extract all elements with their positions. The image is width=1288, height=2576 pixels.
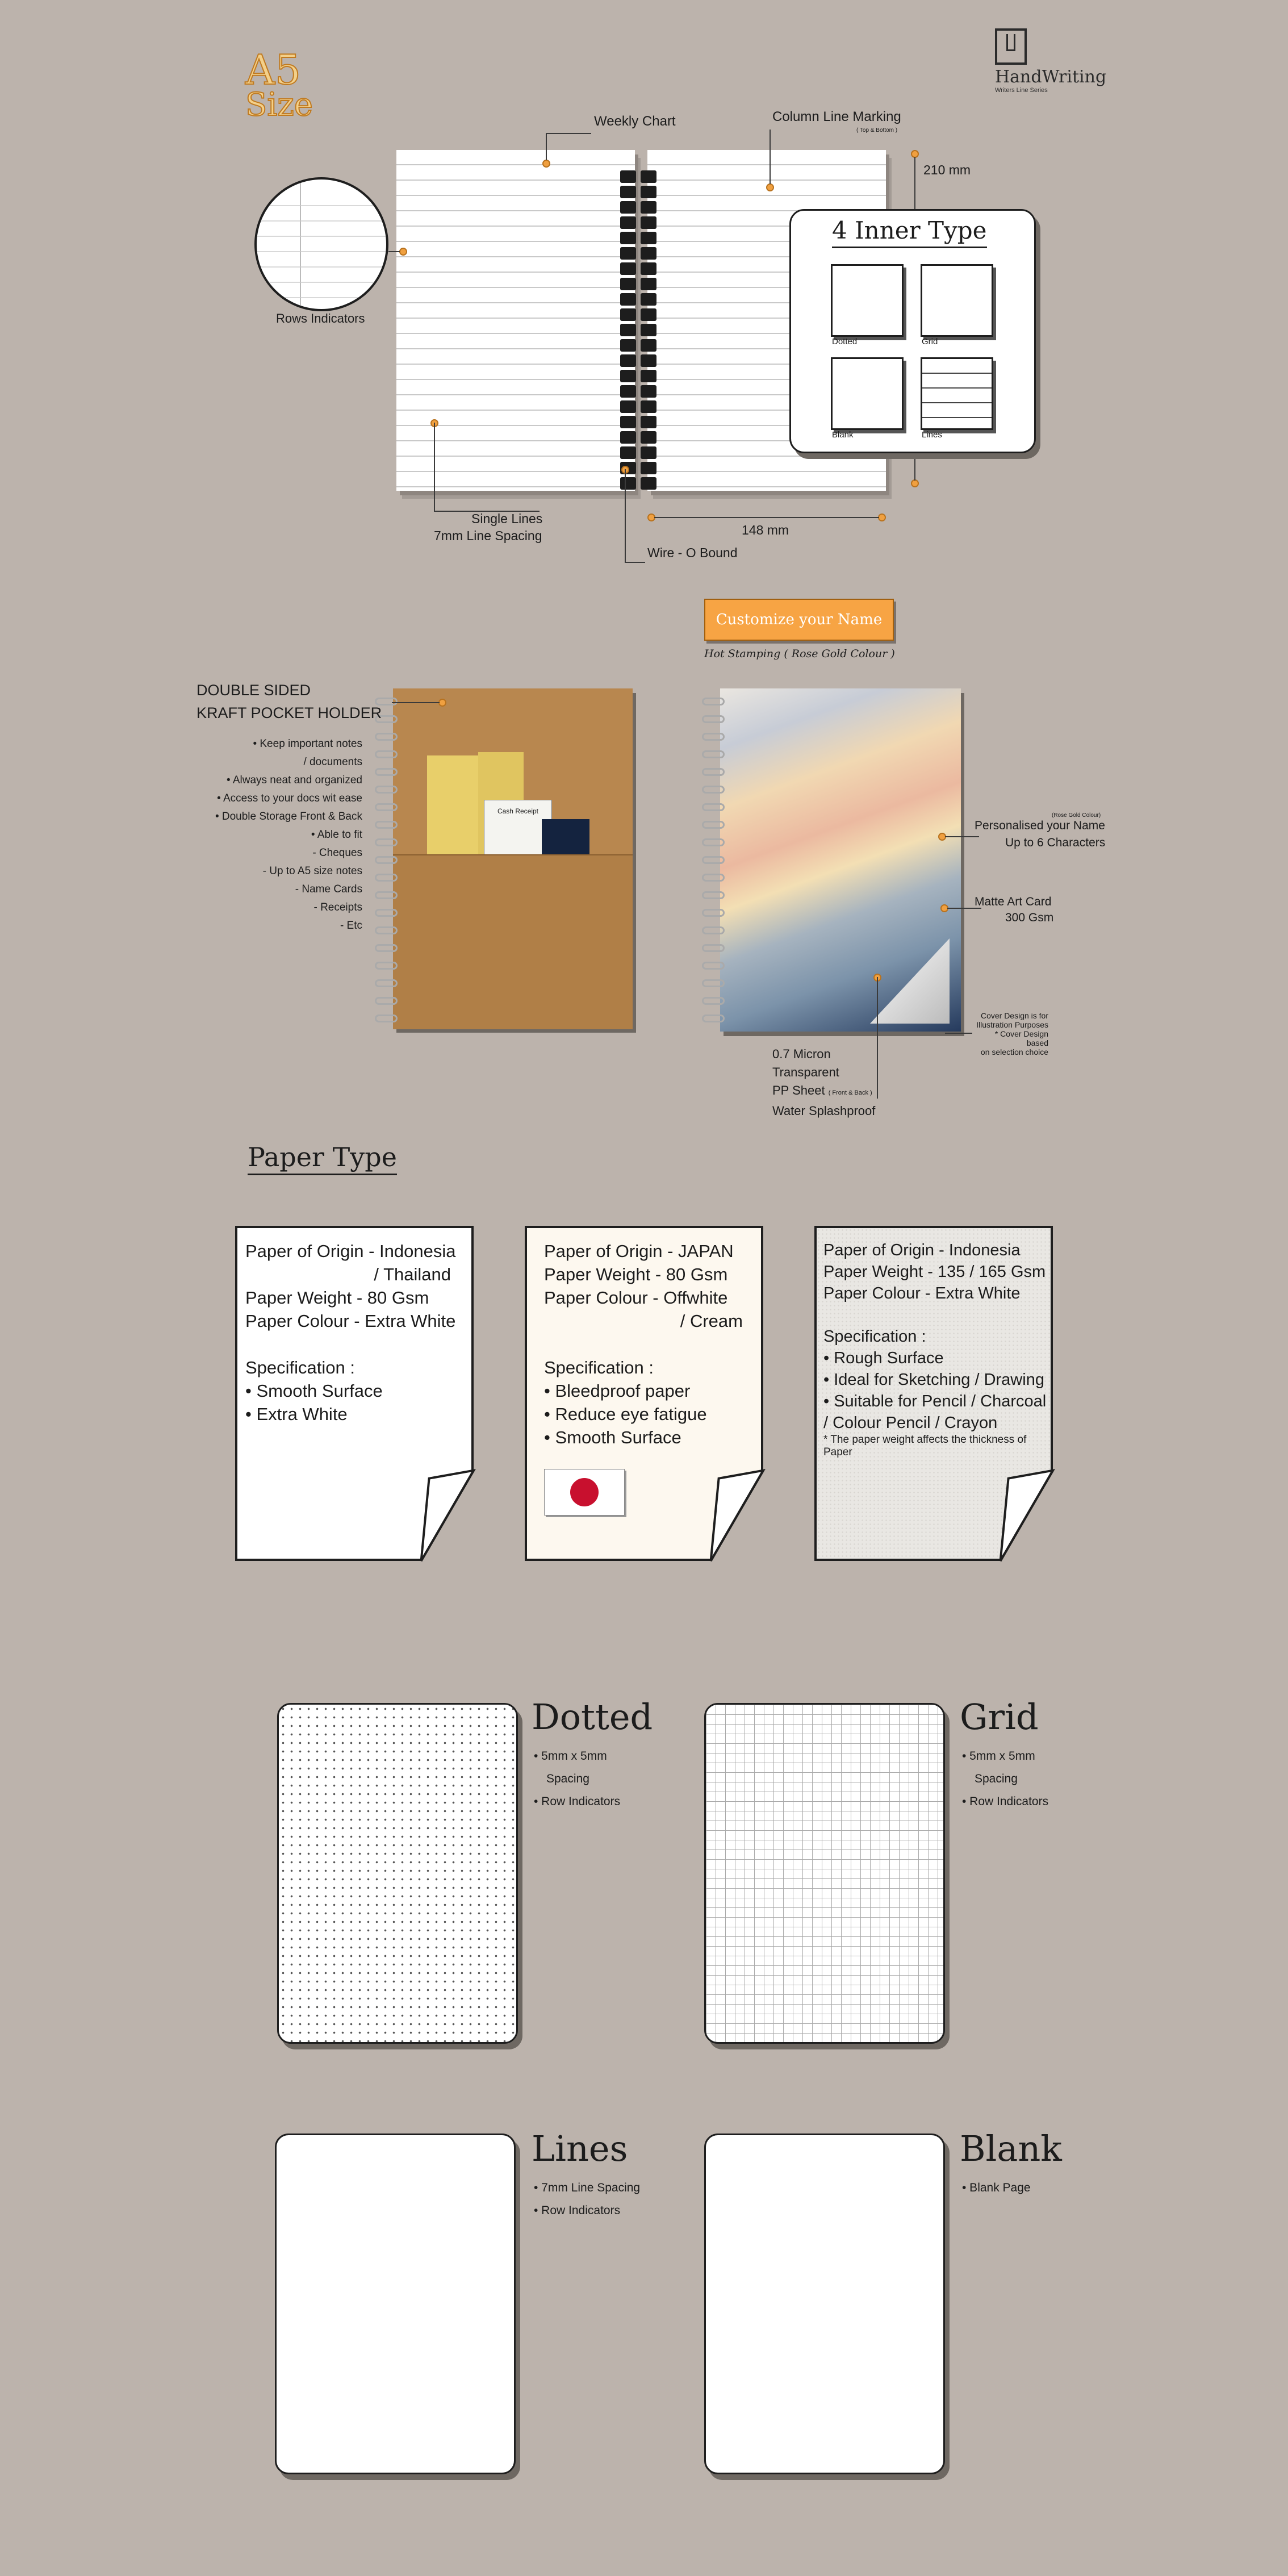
spiral-loop: [641, 201, 656, 214]
spiral-ring: [375, 1014, 398, 1022]
spiral-loop: [620, 446, 636, 459]
spiral-ring: [375, 891, 398, 899]
spiral-ring: [375, 768, 398, 776]
spiral-ring: [702, 750, 725, 758]
spiral-loop: [620, 385, 636, 398]
spiral-loop: [620, 232, 636, 244]
gsm-label: 300 Gsm: [1005, 911, 1054, 924]
spiral-loop: [620, 216, 636, 229]
inner-blank-thumb: [831, 357, 904, 430]
spiral-ring: [702, 698, 725, 705]
pocket-feature-item: - Name Cards: [295, 883, 362, 895]
spiral-loop: [620, 431, 636, 444]
spiral-loop: [641, 354, 656, 367]
pp-sheet-block: 0.7 Micron Transparent PP Sheet ( Front & Back ) Water Splashproof: [772, 1047, 876, 1118]
spiral-ring: [375, 997, 398, 1005]
paper-card-line: Paper of Origin - Indonesia: [245, 1241, 456, 1261]
layout-bullet: Spacing: [975, 1772, 1018, 1785]
notebook-left-page: [396, 150, 635, 491]
paper-card-line: [823, 1304, 1051, 1326]
spiral-loop: [641, 400, 656, 413]
paper-card-line: Paper of Origin - JAPAN: [544, 1241, 734, 1261]
paper-card-line: [245, 1333, 467, 1356]
spiral-ring: [375, 786, 398, 794]
paper-card-line: • Smooth Surface: [544, 1427, 681, 1447]
spiral-loop: [641, 339, 656, 352]
spiral-ring: [702, 786, 725, 794]
paper-card-line: Paper Colour - Extra White: [823, 1284, 1021, 1302]
spiral-loop: [641, 247, 656, 260]
layout-title-dotted: Dotted: [532, 1696, 653, 1738]
paper-card-line: • Extra White: [245, 1404, 348, 1424]
spiral-loop: [620, 262, 636, 275]
paper-card-line: • Ideal for Sketching / Drawing: [823, 1371, 1044, 1389]
paper-card-text: [823, 1239, 1051, 1459]
spiral-ring: [375, 733, 398, 741]
pocket-title-1: DOUBLE SIDED: [196, 682, 311, 699]
spiral-ring: [375, 979, 398, 987]
matte-label: Matte Art Card: [975, 895, 1052, 908]
spiral-loop: [641, 232, 656, 244]
paper-card-line: Specification :: [823, 1327, 926, 1346]
spiral-loop: [641, 186, 656, 198]
inner-grid-thumb: [921, 264, 993, 337]
spiral-loop: [641, 324, 656, 336]
layout-bullet: • Blank Page: [962, 2181, 1031, 2194]
cover-notebook: [720, 688, 961, 1032]
pocket-feature-item: • Keep important notes: [253, 738, 362, 750]
receipt-card: [427, 755, 484, 869]
spiral-loop: [620, 400, 636, 413]
spiral-ring: [702, 944, 725, 952]
pocket-feature-item: • Access to your docs wit ease: [217, 792, 362, 804]
weekly-chart-label: Weekly Chart: [594, 114, 676, 129]
grid-sample-page: [704, 1703, 945, 2044]
brand-logo: [995, 28, 1107, 94]
spiral-ring: [375, 926, 398, 934]
spiral-loop: [641, 278, 656, 290]
spiral-ring: [702, 979, 725, 987]
layout-bullet: • Row Indicators: [534, 2204, 621, 2217]
spiral-ring: [702, 856, 725, 864]
spiral-loop: [620, 370, 636, 382]
spiral-ring: [702, 838, 725, 846]
spiral-loop: [641, 308, 656, 321]
rows-magnifier: [254, 177, 388, 311]
inner-blank-label: Blank: [832, 430, 854, 440]
layout-bullet: • 7mm Line Spacing: [534, 2181, 641, 2194]
spiral-ring: [375, 803, 398, 811]
layout-bullet: • Row Indicators: [534, 1795, 621, 1808]
spiral-ring: [702, 962, 725, 970]
paper-card-line: / Cream: [680, 1311, 743, 1331]
paper-card-line: Paper Weight - 80 Gsm: [544, 1264, 728, 1284]
width-label: 148 mm: [742, 523, 789, 537]
spiral-loop: [641, 262, 656, 275]
spiral-loop: [641, 446, 656, 459]
paper-card-line: / Thailand: [374, 1264, 451, 1284]
layout-bullet: • 5mm x 5mm: [962, 1750, 1035, 1763]
spiral-ring: [702, 803, 725, 811]
spiral-loop: [641, 416, 656, 428]
pocket-feature-item: - Up to A5 size notes: [262, 865, 362, 877]
pocket-feature-item: • Always neat and organized: [226, 774, 362, 786]
single-lines-label: Single Lines: [471, 511, 543, 526]
paper-card-line: • Rough Surface: [823, 1349, 944, 1367]
paper-card-line: • Suitable for Pencil / Charcoal: [823, 1392, 1047, 1410]
spiral-loop: [641, 431, 656, 444]
spiral-loop: [620, 170, 636, 183]
spiral-loop: [620, 278, 636, 290]
column-line-sub: ( Top & Bottom ): [856, 127, 898, 133]
line-spacing-label: 7mm Line Spacing: [434, 528, 542, 543]
spiral-loop: [641, 216, 656, 229]
size-label: [245, 46, 313, 123]
paper-card-line: / Colour Pencil / Crayon: [823, 1414, 998, 1432]
spiral-ring: [702, 821, 725, 829]
spiral-ring: [702, 768, 725, 776]
spiral-loop: [641, 170, 656, 183]
inner-type-card: [789, 209, 1036, 453]
spiral-ring: [702, 891, 725, 899]
paper-card-line: Paper Weight - 135 / 165 Gsm: [823, 1263, 1046, 1281]
spiral-ring: [702, 926, 725, 934]
layout-bullet: • Row Indicators: [962, 1795, 1049, 1808]
kraft-pocket: [393, 854, 633, 1029]
inner-grid-label: Grid: [922, 337, 938, 346]
kraft-notebook: [393, 688, 633, 1028]
spiral-loop: [620, 186, 636, 198]
blank-sample-page: [704, 2134, 945, 2474]
rose-gold-label: (Rose Gold Colour): [1052, 812, 1101, 819]
spiral-loop: [620, 201, 636, 214]
rows-indicators-label: Rows Indicators: [276, 311, 365, 325]
spiral-ring: [375, 821, 398, 829]
spiral-ring: [702, 715, 725, 723]
paper-card-text: [544, 1239, 766, 1449]
customize-name-button[interactable]: Customize your Name: [704, 599, 894, 641]
spiral-loop: [620, 308, 636, 321]
brand-tagline: Writers Line Series: [995, 87, 1048, 94]
pocket-feature-item: • Double Storage Front & Back: [215, 811, 362, 823]
cash-receipt: Cash Receipt: [484, 800, 552, 886]
lines-sample-page: [275, 2134, 516, 2474]
paper-card-text: [245, 1239, 467, 1426]
paper-card-line: • Smooth Surface: [245, 1381, 383, 1401]
spiral-loop: [641, 370, 656, 382]
bookmark-icon: [995, 28, 1027, 65]
spiral-ring: [375, 750, 398, 758]
paper-card-line: Paper of Origin - Indonesia: [823, 1241, 1021, 1259]
pocket-title-2: KRAFT POCKET HOLDER: [196, 704, 382, 721]
paper-card-line: Paper Weight - 80 Gsm: [245, 1288, 429, 1308]
page-curl: [870, 938, 950, 1024]
spiral-loop: [620, 354, 636, 367]
paper-type-title: Paper Type: [248, 1142, 397, 1175]
column-line-marking-label: Column Line Marking: [772, 109, 901, 124]
spiral-ring: [702, 909, 725, 917]
dotted-sample-page: [277, 1703, 518, 2044]
paper-card-note: * The paper weight affects the thickness of Paper: [823, 1434, 1027, 1458]
spiral-loop: [620, 339, 636, 352]
inner-dotted-label: Dotted: [832, 337, 858, 346]
spiral-ring: [702, 1014, 725, 1022]
inner-lines-thumb: [921, 357, 993, 430]
personalised-label: Personalised your Name: [975, 819, 1105, 832]
spiral-loop: [641, 293, 656, 306]
layout-bullet: • 5mm x 5mm: [534, 1750, 607, 1763]
spiral-loop: [641, 462, 656, 474]
spiral-ring: [375, 962, 398, 970]
japan-flag: [544, 1469, 625, 1515]
spiral-loop: [641, 385, 656, 398]
inner-type-title: 4 Inner Type: [832, 216, 987, 248]
inner-lines-label: Lines: [922, 430, 942, 440]
layout-title-grid: Grid: [960, 1696, 1039, 1738]
spiral-loop: [620, 247, 636, 260]
spiral-loop: [641, 477, 656, 490]
size-a5: A5: [245, 46, 301, 94]
spiral-ring: [375, 856, 398, 864]
layout-title-blank: Blank: [960, 2128, 1062, 2169]
paper-card-line: Specification :: [544, 1358, 654, 1377]
layout-bullet: Spacing: [546, 1772, 589, 1785]
spiral-loop: [620, 293, 636, 306]
spiral-ring: [375, 874, 398, 882]
wire-o-bound-label: Wire - O Bound: [647, 545, 738, 560]
spiral-loop: [620, 324, 636, 336]
paper-card-line: [544, 1333, 766, 1356]
pocket-features: [187, 735, 362, 935]
pocket-feature-item: / documents: [303, 756, 362, 768]
pocket-feature-item: - Receipts: [313, 901, 362, 913]
spiral-ring: [702, 733, 725, 741]
paper-card-line: • Reduce eye fatigue: [544, 1404, 707, 1424]
spiral-ring: [375, 909, 398, 917]
paper-card-line: Specification :: [245, 1358, 355, 1377]
brand-name: HandWriting: [995, 67, 1107, 87]
pocket-feature-item: - Etc: [340, 920, 362, 932]
spiral-loop: [620, 416, 636, 428]
paper-card-line: • Bleedproof paper: [544, 1381, 691, 1401]
spiral-ring: [702, 874, 725, 882]
height-label: 210 mm: [923, 162, 971, 177]
spiral-ring: [375, 838, 398, 846]
size-word: Size: [245, 86, 313, 123]
paper-card-line: Paper Colour - Offwhite: [544, 1288, 728, 1308]
pocket-feature-item: • Able to fit: [311, 829, 362, 841]
pocket-feature-item: - Cheques: [312, 847, 362, 859]
spiral-ring: [702, 997, 725, 1005]
paper-card-line: Paper Colour - Extra White: [245, 1311, 456, 1331]
spiral-loop: [620, 477, 636, 490]
cover-disclaimer: Cover Design is for Illustration Purposes * Cover Design based on selection choice: [976, 1011, 1048, 1057]
spiral-ring: [375, 944, 398, 952]
inner-dotted-thumb: [831, 264, 904, 337]
hot-stamping-note: Hot Stamping ( Rose Gold Colour ): [704, 648, 895, 660]
up-to-label: Up to 6 Characters: [1005, 836, 1106, 849]
layout-title-lines: Lines: [532, 2128, 628, 2169]
